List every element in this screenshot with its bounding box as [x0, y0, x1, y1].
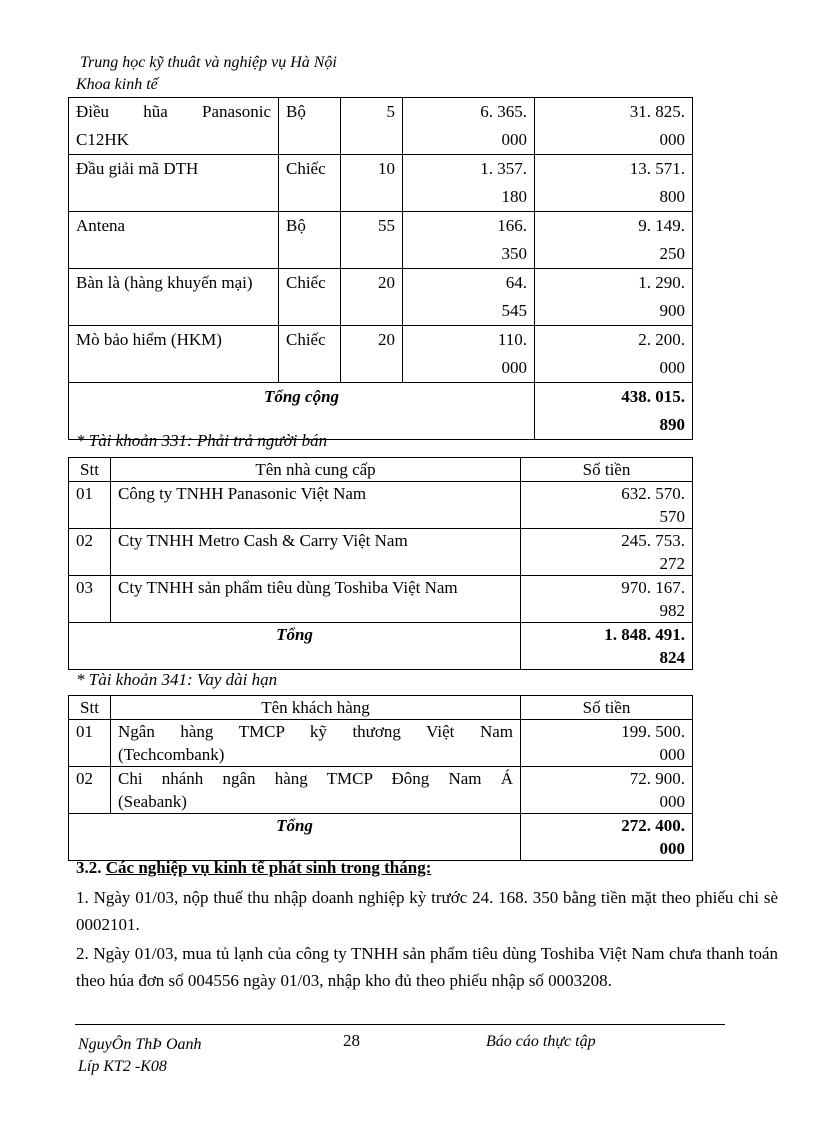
row-amount: 970. 167. 982 [521, 576, 693, 623]
col-name: Tên nhà cung cấp [111, 458, 521, 482]
row-stt: 01 [69, 720, 111, 767]
item-price: 166. 350 [403, 212, 535, 269]
header-faculty: Khoa kinh tế [76, 76, 158, 93]
caption-331: * Tài khoản 331: Phải trả người bán [76, 431, 328, 450]
item-name: Antena [69, 212, 279, 269]
item-price: 110. 000 [403, 326, 535, 383]
item-name: Đầu giải mã DTH [69, 155, 279, 212]
footer-class: Líp KT2 -K08 [78, 1058, 167, 1075]
goods-table [68, 97, 693, 440]
header-school: Trung học kỹ thuât và nghiệp vụ Hà Nội [80, 54, 337, 71]
row-amount: 632. 570. 570 [521, 482, 693, 529]
item-price: 1. 357. 180 [403, 155, 535, 212]
item-unit: Chiếc [279, 326, 341, 383]
item-unit: Chiếc [279, 269, 341, 326]
total-label: Tổng cộng [69, 383, 535, 440]
row-amount: 72. 900. 000 [521, 767, 693, 814]
row-stt: 02 [69, 529, 111, 576]
page-number: 28 [343, 1031, 360, 1050]
total-amount: 438. 015. 890 [535, 383, 693, 440]
total-row [69, 623, 693, 670]
item-name: Điều hũa Panasonic C12HK [69, 98, 279, 155]
row-name: Cty TNHH sản phẩm tiêu dùng Toshiba Việt Nam [111, 576, 521, 623]
col-stt: Stt [69, 696, 111, 720]
row-name: Công ty TNHH Panasonic Việt Nam [111, 482, 521, 529]
total-amount: 272. 400. 000 [521, 814, 693, 861]
item-qty: 10 [341, 155, 403, 212]
row-name: Ngân hàng TMCP kỹ thương Việt Nam (Techcombank) [111, 720, 521, 767]
table-row [69, 767, 693, 814]
table-row [69, 212, 693, 269]
total-label: Tổng [69, 814, 521, 861]
total-amount: 1. 848. 491. 824 [521, 623, 693, 670]
table-row [69, 98, 693, 155]
section-number: 3.2. [76, 858, 102, 877]
row-name: Cty TNHH Metro Cash & Carry Việt Nam [111, 529, 521, 576]
item-amount: 9. 149. 250 [535, 212, 693, 269]
footer-rule [75, 1024, 725, 1025]
table-row [69, 482, 693, 529]
table-row [69, 155, 693, 212]
table-row [69, 529, 693, 576]
item-amount: 31. 825. 000 [535, 98, 693, 155]
row-stt: 01 [69, 482, 111, 529]
section-heading [76, 858, 431, 878]
col-amount: Số tiền [521, 458, 693, 482]
table-header-row [69, 696, 693, 720]
account-331-table [68, 457, 693, 670]
table-row [69, 720, 693, 767]
item-qty: 20 [341, 326, 403, 383]
item-qty: 55 [341, 212, 403, 269]
item-price: 64. 545 [403, 269, 535, 326]
row-stt: 03 [69, 576, 111, 623]
col-stt: Stt [69, 458, 111, 482]
col-name: Tên khách hàng [111, 696, 521, 720]
row-amount: 199. 500. 000 [521, 720, 693, 767]
item-amount: 1. 290. 900 [535, 269, 693, 326]
item-qty: 5 [341, 98, 403, 155]
col-amount: Số tiền [521, 696, 693, 720]
account-341-table [68, 695, 693, 861]
item-unit: Bộ [279, 212, 341, 269]
paragraph-1: 1. Ngày 01/03, nộp thuế thu nhập doanh nghiệp kỳ trước 24. 168. 350 bằng tiền mặt theo phiếu chi sè 0002101. [76, 888, 778, 934]
item-amount: 2. 200. 000 [535, 326, 693, 383]
row-name: Chi nhánh ngân hàng TMCP Đông Nam Á (Seabank) [111, 767, 521, 814]
footer-report-title: Báo cáo thực tập [486, 1033, 596, 1050]
table-row [69, 576, 693, 623]
item-qty: 20 [341, 269, 403, 326]
item-price: 6. 365. 000 [403, 98, 535, 155]
table-row [69, 269, 693, 326]
item-amount: 13. 571. 800 [535, 155, 693, 212]
footer-author: NguyÔn ThÞ Oanh [78, 1036, 202, 1053]
table-row [69, 326, 693, 383]
total-label: Tổng [69, 623, 521, 670]
paragraph-2: 2. Ngày 01/03, mua tủ lạnh của công ty TNHH sản phẩm tiêu dùng Toshiba Việt Nam chưa thanh toán theo húa đơn số 004556 ngày 01/03, nhập kho đủ theo phiếu nhập số 0003208. [76, 944, 778, 990]
row-amount: 245. 753. 272 [521, 529, 693, 576]
row-stt: 02 [69, 767, 111, 814]
table-header-row [69, 458, 693, 482]
item-unit: Bộ [279, 98, 341, 155]
total-row [69, 814, 693, 861]
item-name: Mò bảo hiểm (HKM) [69, 326, 279, 383]
caption-341: * Tài khoản 341: Vay dài hạn [76, 670, 278, 689]
section-title: Các nghiệp vụ kinh tế phát sinh trong tháng: [105, 858, 432, 877]
item-name: Bàn là (hàng khuyến mại) [69, 269, 279, 326]
item-unit: Chiếc [279, 155, 341, 212]
